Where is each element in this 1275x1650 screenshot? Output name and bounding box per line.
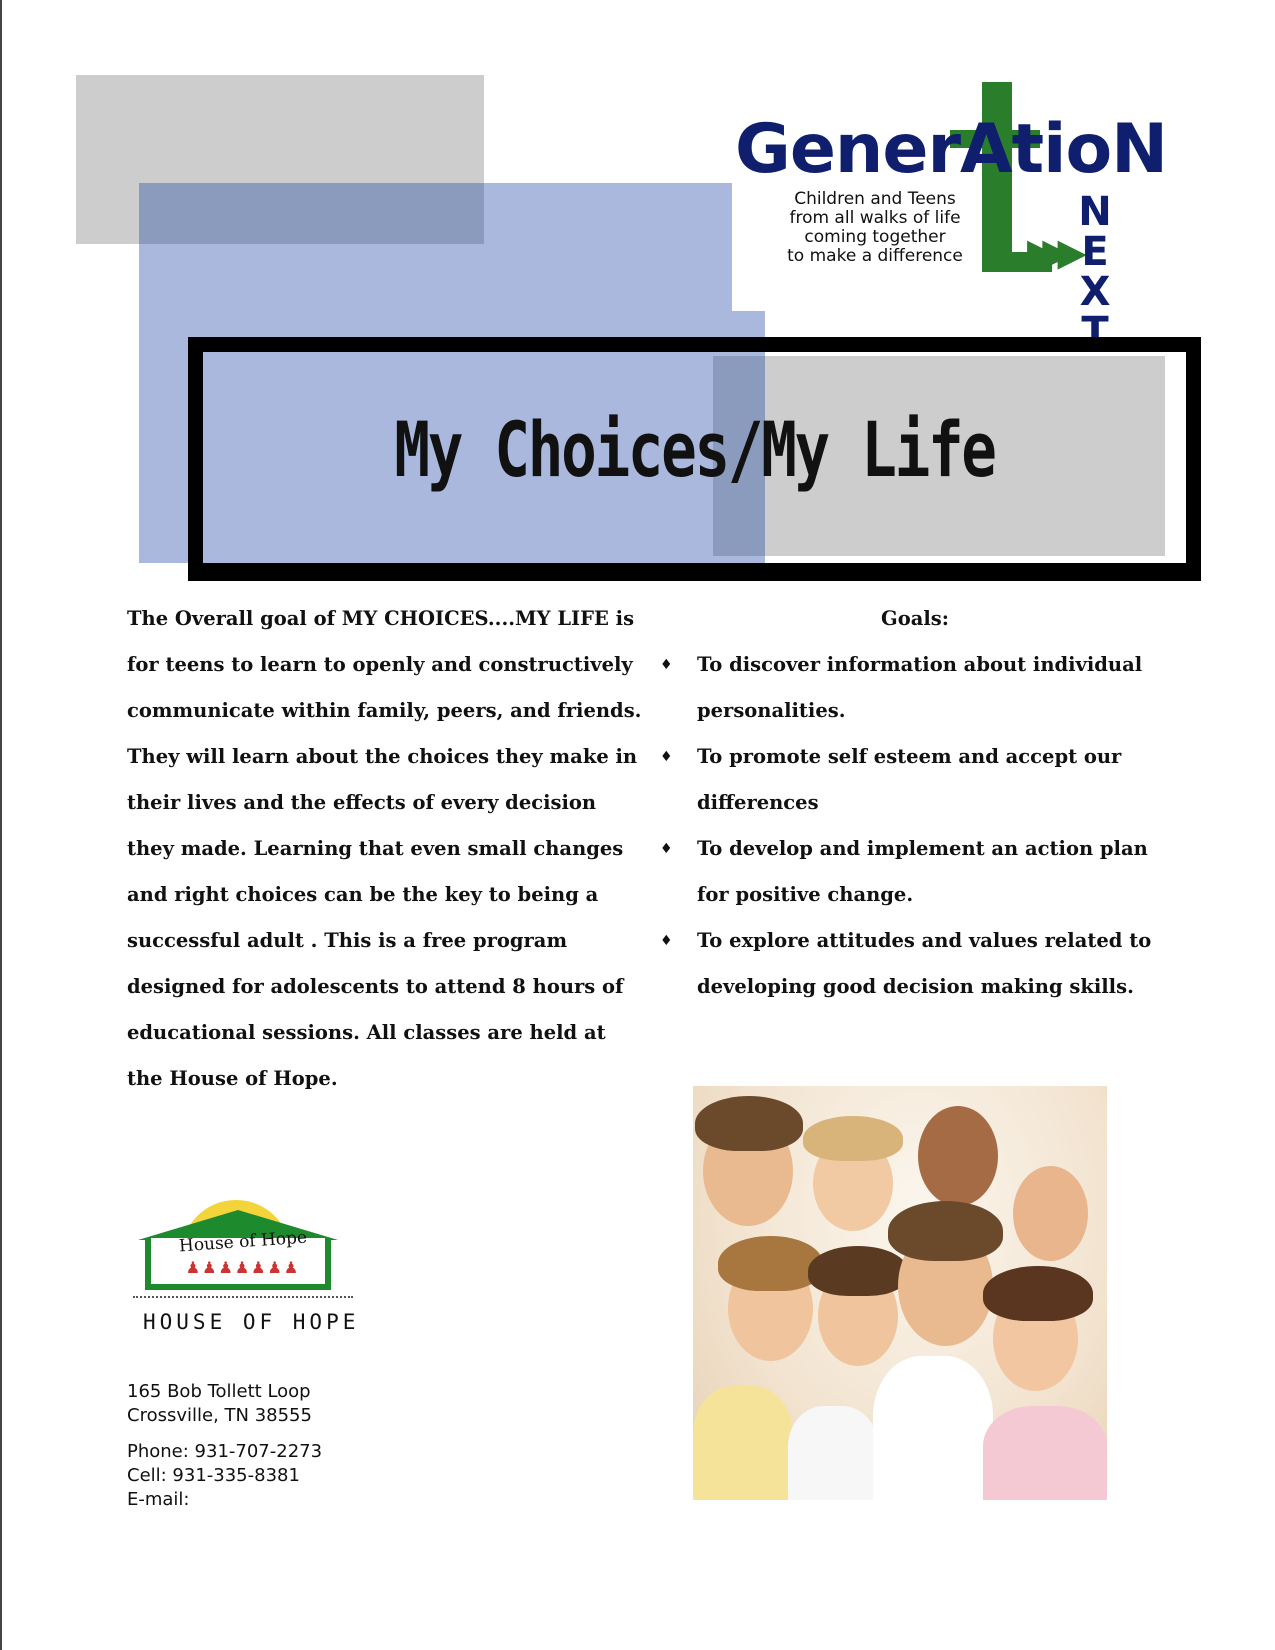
goal-item: ♦ To discover information about individual personalities. — [655, 642, 1175, 734]
face-illustration — [918, 1106, 998, 1206]
face-illustration — [1013, 1166, 1088, 1261]
play-arrows-icon: ▶▶▶ — [1027, 230, 1073, 274]
children-figures-icon: ♟♟♟♟♟♟♟ — [185, 1258, 301, 1277]
decorative-overlap-block — [139, 183, 484, 244]
goal-item: ♦ To develop and implement an action plan for positive change. — [655, 826, 1175, 918]
dotted-divider — [133, 1296, 353, 1298]
logo-next-letters: N E X T — [1078, 189, 1112, 355]
logo-house-text: House of Hope — [178, 1227, 308, 1257]
goals-list — [655, 642, 1175, 1010]
cell-number: Cell: 931-335-8381 — [127, 1465, 300, 1486]
house-of-hope-logo — [133, 1190, 353, 1320]
page-edge-rule — [0, 0, 2, 1650]
goal-item: ♦ To explore attitudes and values related to developing good decision making skills. — [655, 918, 1175, 1010]
email-label: E-mail: — [127, 1489, 190, 1510]
contact-block — [127, 1380, 322, 1512]
phone-number: Phone: 931-707-2273 — [127, 1441, 323, 1462]
page-title: My Choices/My Life — [394, 405, 995, 494]
house-of-hope-caption: HOUSE OF HOPE — [143, 1310, 360, 1334]
intro-paragraph: The Overall goal of MY CHOICES....MY LIFE is for teens to learn to openly and constructively communicate within family, peers, and friends. They will learn about the choices they make in their lives and the effects of every decision they made. Learning that even small changes and right choices can be the key to being a successful adult . This is a free program designed for adolescents to attend 8 hours of educational sessions. All classes are held at the House of Hope. — [127, 607, 642, 1090]
address-line-1: 165 Bob Tollett Loop — [127, 1381, 311, 1402]
goal-item: ♦ To promote self esteem and accept our differences — [655, 734, 1175, 826]
goals-heading: Goals: — [881, 607, 949, 630]
address-line-2: Crossville, TN 38555 — [127, 1405, 312, 1426]
generation-next-logo — [735, 80, 1168, 355]
logo-wordmark: GenerAtioN — [735, 110, 1168, 189]
teens-group-photo — [693, 1086, 1107, 1500]
logo-tagline: Children and Teens from all walks of life coming together to make a difference — [787, 189, 963, 266]
